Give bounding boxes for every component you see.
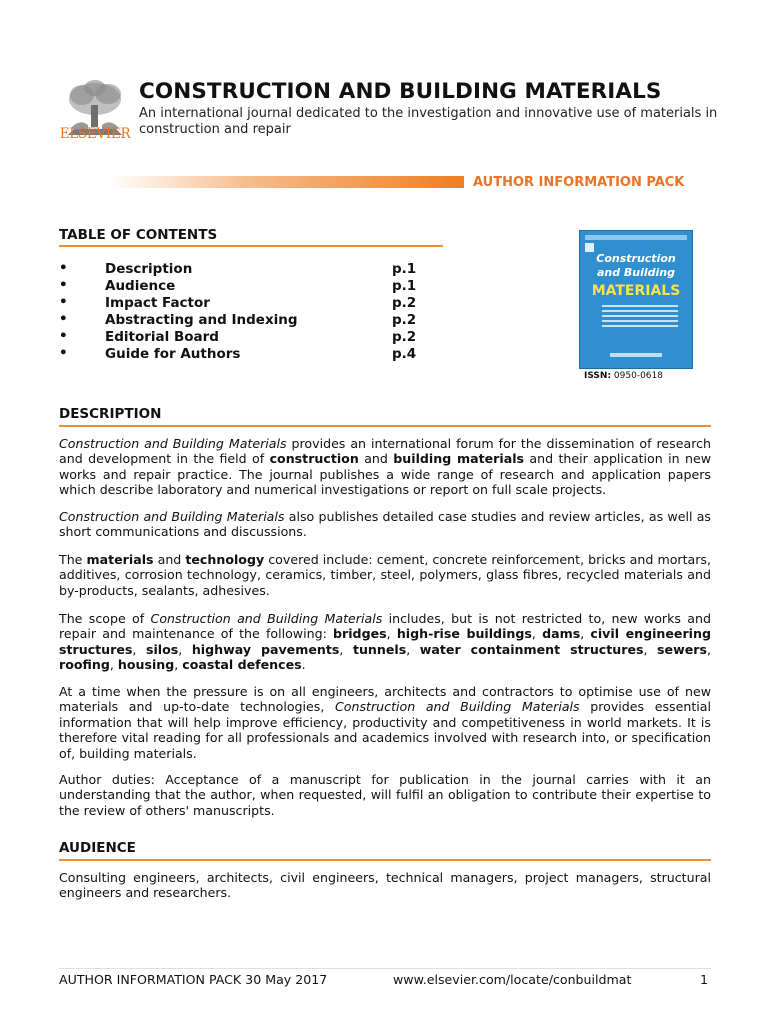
elsevier-wordmark: ELSEVIER	[59, 126, 131, 142]
toc-item[interactable]	[59, 261, 419, 278]
cover-title	[580, 252, 692, 280]
description-heading: DESCRIPTION	[59, 406, 162, 422]
toc-item[interactable]	[59, 346, 419, 363]
toc-item-label[interactable]: Abstracting and Indexing	[105, 312, 298, 328]
author-duties-paragraph: Author duties: Acceptance of a manuscript for publication in the journal carries with it an understanding that the author, when requested, will fulfil an obligation to contribute their expertise to the review of others' manuscripts.	[59, 772, 711, 818]
journal-name: Construction and Building Materials	[150, 611, 383, 626]
keyword: highway pavements	[191, 641, 340, 657]
toc-item-page: p.1	[392, 278, 417, 294]
text-run: ,	[580, 626, 591, 642]
description-paragraph	[59, 509, 711, 540]
keyword: bridges	[333, 626, 387, 642]
text-run: At a time when the pressure is on all engineers, architects and contractors to optimise use of new materials and up-to-date technologies,	[59, 684, 711, 715]
journal-name: Construction and Building Materials	[59, 509, 285, 524]
keyword: construction	[269, 451, 359, 467]
toc-item-page: p.2	[392, 329, 417, 345]
audience-heading: AUDIENCE	[59, 840, 136, 856]
issn-label: ISSN:	[584, 371, 612, 381]
toc-item-page: p.2	[392, 295, 417, 311]
cover-title-line: Construction	[596, 252, 676, 265]
description-paragraph	[59, 684, 711, 761]
text-run: ,	[643, 641, 658, 657]
journal-name: Construction and Building Materials	[335, 699, 580, 715]
issn-value: 0950-0618	[613, 371, 663, 381]
keyword: dams	[542, 626, 581, 642]
toc-heading: TABLE OF CONTENTS	[59, 227, 218, 243]
cover-subtitle-lines	[602, 305, 678, 327]
toc-item-label[interactable]: Editorial Board	[105, 329, 219, 345]
text-run: and their application in new works and repair practice. The journal publishes a wide range of research and application papers which describe laboratory and numerical investigations or report on full scale projects.	[59, 451, 711, 498]
text-run: The scope of	[59, 611, 151, 626]
cover-top-band	[585, 235, 687, 240]
keyword: silos	[145, 641, 179, 657]
keyword: water containment structures	[419, 641, 644, 657]
keyword: tunnels	[352, 641, 407, 657]
journal-name: Construction and Building Materials	[59, 436, 287, 451]
keyword: coastal defences	[182, 657, 302, 673]
text-run: The	[59, 552, 87, 567]
keyword: civil engineering structures	[59, 626, 711, 657]
text-run: ,	[706, 641, 711, 657]
keyword: high-rise buildings	[396, 626, 532, 642]
issn-line	[584, 371, 663, 381]
toc-item[interactable]	[59, 312, 419, 329]
text-run: ,	[109, 657, 118, 673]
bullet-icon: •	[59, 311, 68, 327]
footer-page-number: 1	[700, 972, 709, 987]
bullet-icon: •	[59, 328, 68, 344]
text-run: ,	[174, 657, 183, 673]
text-run: provides essential information that will help improve efficiency, productivity and competitiveness in world markets. It is therefore vital reading for all professionals and academics involved with research into, or specification of, building materials.	[59, 699, 711, 761]
toc-item-page: p.2	[392, 312, 417, 328]
toc-item-label[interactable]: Audience	[105, 278, 176, 294]
bullet-icon: •	[59, 260, 68, 276]
keyword: housing	[117, 657, 175, 673]
footer-pack-date: AUTHOR INFORMATION PACK 30 May 2017	[59, 972, 328, 987]
toc-item[interactable]	[59, 329, 419, 346]
cover-title-line: and Building	[596, 266, 676, 279]
cover-footer-mark	[610, 353, 662, 357]
text-run: .	[301, 657, 306, 673]
audience-divider	[59, 859, 711, 861]
toc-divider	[59, 245, 443, 247]
text-run: ,	[386, 626, 397, 642]
footer-divider	[59, 968, 711, 969]
bullet-icon: •	[59, 345, 68, 361]
text-run: ,	[339, 641, 353, 657]
keyword: roofing	[59, 657, 110, 673]
keyword: sewers	[657, 641, 707, 657]
description-paragraph	[59, 436, 711, 498]
toc-item[interactable]	[59, 278, 419, 295]
audience-paragraph: Consulting engineers, architects, civil engineers, technical managers, project managers, structural engineers and researchers.	[59, 870, 711, 901]
text-run: covered include: cement, concrete reinforcement, bricks and mortars, additives, corrosion technology, ceramics, timber, steel, polymers, glass fibres, recycled materials and by-products, sealants, adhesives.	[59, 552, 711, 598]
bullet-icon: •	[59, 277, 68, 293]
journal-subtitle: An international journal dedicated to the investigation and innovative use of materials in construction and repair	[139, 106, 718, 137]
text-run: ,	[132, 641, 146, 657]
text-run: ,	[406, 641, 420, 657]
description-divider	[59, 425, 711, 427]
keyword: building materials	[393, 451, 525, 467]
text-run: also publishes detailed case studies and review articles, as well as short communications and discussions.	[59, 509, 711, 540]
text-run: ,	[531, 626, 543, 642]
cover-elsevier-icon	[585, 243, 594, 252]
text-run: and	[358, 451, 394, 467]
toc-item-page: p.4	[392, 346, 417, 362]
description-paragraph	[59, 611, 711, 673]
bullet-icon: •	[59, 294, 68, 310]
text-run: provides an international forum for the dissemination of research and development in the field of	[59, 436, 711, 467]
orange-gradient-bar	[110, 176, 464, 188]
text-run: and	[153, 552, 186, 567]
footer-url-link[interactable]: www.elsevier.com/locate/conbuildmat	[393, 972, 632, 987]
text-run: includes, but is not restricted to, new works and repair and maintenance of the following:	[59, 611, 711, 642]
keyword: technology	[185, 552, 265, 567]
keyword: materials	[86, 552, 154, 567]
toc-item-label[interactable]: Description	[105, 261, 193, 277]
journal-title: CONSTRUCTION AND BUILDING MATERIALS	[139, 79, 662, 104]
toc-item[interactable]	[59, 295, 419, 312]
toc-item-label[interactable]: Impact Factor	[105, 295, 210, 311]
cover-title-materials: MATERIALS	[591, 283, 681, 299]
text-run: ,	[178, 641, 192, 657]
toc-item-page: p.1	[392, 261, 417, 277]
description-paragraph	[59, 552, 711, 598]
author-information-pack-label: AUTHOR INFORMATION PACK	[473, 175, 685, 190]
toc-item-label[interactable]: Guide for Authors	[105, 346, 241, 362]
journal-cover-image	[579, 230, 693, 369]
